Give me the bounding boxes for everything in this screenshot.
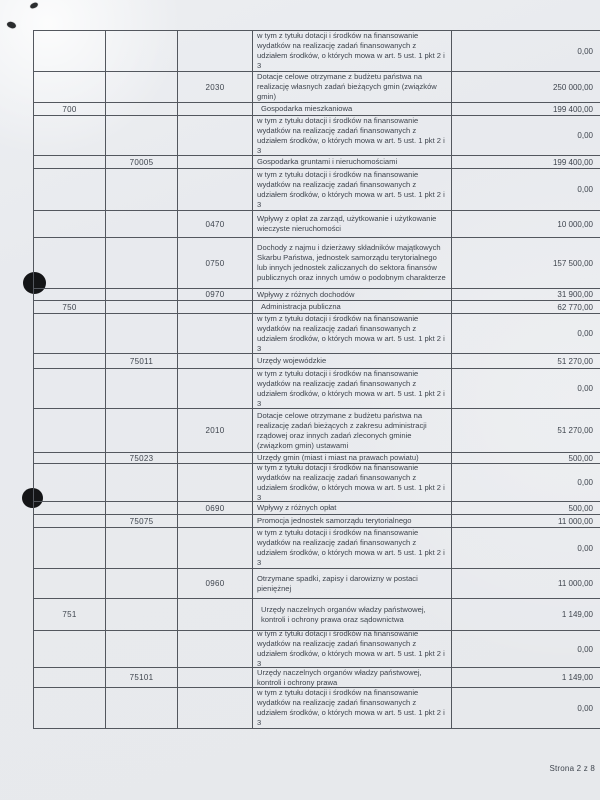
cell-rozdzial — [106, 31, 178, 71]
cell-kwota — [452, 289, 600, 300]
kwota-text: 0,00 — [577, 185, 593, 194]
cell-dzial — [34, 301, 106, 313]
table-row — [34, 502, 600, 515]
cell-kwota — [452, 301, 600, 313]
table-row — [34, 354, 600, 369]
cell-paragraf — [178, 31, 253, 71]
kwota-text: 157 500,00 — [552, 258, 593, 268]
dzial-text: 750 — [62, 302, 77, 312]
cell-kwota — [452, 464, 600, 501]
paragraf-text: 0750 — [205, 258, 225, 268]
cell-dzial — [34, 169, 106, 210]
table-row — [34, 314, 600, 354]
tresc-text: w tym z tytułu dotacji i środków na finansowanie wydatków na realizację zadań finansowanych z udziałem środków, o których mowa w art. 5 ust. 1 pkt 2 i 3 — [257, 631, 445, 667]
cell-rozdzial — [106, 238, 178, 288]
paragraf-text: 0690 — [205, 503, 225, 513]
tresc-text: Urzędy wojewódzkie — [257, 356, 327, 365]
table-row — [34, 289, 600, 301]
rozdzial-text: 75023 — [129, 453, 154, 463]
cell-kwota — [452, 502, 600, 514]
cell-rozdzial — [106, 515, 178, 527]
cell-paragraf — [178, 354, 253, 368]
dzial-text: 751 — [62, 610, 77, 619]
cell-tresc — [253, 354, 452, 368]
cell-kwota — [452, 599, 600, 630]
kwota-text: 1 149,00 — [561, 673, 593, 682]
paragraf-text: 2010 — [205, 426, 225, 435]
table-row — [34, 156, 600, 169]
table-row — [34, 72, 600, 103]
cell-kwota — [452, 515, 600, 527]
cell-rozdzial — [106, 631, 178, 667]
cell-rozdzial — [106, 502, 178, 514]
tresc-text: Wpływy z różnych opłat — [257, 503, 337, 512]
cell-paragraf — [178, 409, 253, 452]
cell-rozdzial — [106, 409, 178, 452]
tresc-text: Dotacje celowe otrzymane z budżetu państwa na realizację własnych zadań bieżących gmin (związków gmin) — [257, 72, 437, 101]
cell-kwota — [452, 31, 600, 71]
tresc-text: Administracja publiczna — [261, 302, 341, 311]
cell-tresc — [253, 369, 452, 408]
cell-tresc — [253, 301, 452, 313]
table-row — [34, 688, 600, 729]
cell-tresc — [253, 631, 452, 667]
cell-rozdzial — [106, 464, 178, 501]
cell-kwota — [452, 409, 600, 452]
cell-kwota — [452, 103, 600, 115]
tresc-text: w tym z tytułu dotacji i środków na finansowanie wydatków na realizację zadań finansowanych z udziałem środków, o których mowa w art. 5 ust. 1 pkt 2 i 3 — [257, 528, 445, 567]
kwota-text: 62 770,00 — [557, 302, 593, 312]
cell-paragraf — [178, 169, 253, 210]
cell-paragraf — [178, 103, 253, 115]
cell-tresc — [253, 211, 452, 237]
page-number: Strona 2 z 8 — [549, 764, 595, 773]
cell-paragraf — [178, 688, 253, 728]
cell-dzial — [34, 528, 106, 568]
table-row — [34, 528, 600, 569]
cell-rozdzial — [106, 453, 178, 463]
cell-tresc — [253, 599, 452, 630]
tresc-text: Dotacje celowe otrzymane z budżetu państwa na realizację zadań bieżących z zakresu administracji rządowej oraz innych zadań zleconych gminie (związkom gmin) ustawami — [257, 410, 427, 450]
kwota-text: 0,00 — [577, 478, 593, 487]
cell-dzial — [34, 409, 106, 452]
cell-tresc — [253, 314, 452, 353]
cell-dzial — [34, 31, 106, 71]
cell-paragraf — [178, 668, 253, 687]
rozdzial-text: 75101 — [129, 673, 154, 682]
tresc-text: Gospodarka mieszkaniowa — [261, 104, 353, 113]
rozdzial-text: 75075 — [129, 516, 154, 526]
cell-paragraf — [178, 211, 253, 237]
cell-dzial — [34, 103, 106, 115]
cell-rozdzial — [106, 369, 178, 408]
cell-dzial — [34, 354, 106, 368]
kwota-text: 199 400,00 — [552, 157, 593, 167]
cell-rozdzial — [106, 599, 178, 630]
cell-rozdzial — [106, 528, 178, 568]
cell-rozdzial — [106, 169, 178, 210]
paragraf-text: 2030 — [205, 82, 225, 92]
cell-kwota — [452, 156, 600, 168]
kwota-text: 0,00 — [577, 644, 593, 654]
cell-paragraf — [178, 502, 253, 514]
cell-tresc — [253, 688, 452, 728]
rozdzial-text: 70005 — [129, 157, 154, 167]
cell-rozdzial — [106, 289, 178, 300]
cell-dzial — [34, 668, 106, 687]
paragraf-text: 0960 — [205, 579, 225, 588]
cell-rozdzial — [106, 688, 178, 728]
table-row — [34, 569, 600, 599]
cell-tresc — [253, 528, 452, 568]
table-row — [34, 515, 600, 528]
tresc-text: w tym z tytułu dotacji i środków na finansowanie wydatków na realizację zadań finansowanych z udziałem środków, o których mowa w art. 5 ust. 1 pkt 2 i 3 — [257, 464, 445, 501]
table-row — [34, 369, 600, 409]
kwota-text: 199 400,00 — [552, 104, 593, 114]
kwota-text: 10 000,00 — [557, 219, 593, 229]
tresc-text: Wpływy z opłat za zarząd, użytkowanie i użytkowanie wieczyste nieruchomości — [257, 214, 437, 233]
kwota-text: 0,00 — [577, 703, 593, 713]
tresc-text: Gospodarka gruntami i nieruchomościami — [257, 157, 398, 166]
cell-tresc — [253, 289, 452, 300]
cell-rozdzial — [106, 668, 178, 687]
rozdzial-text: 75011 — [129, 356, 154, 366]
kwota-text: 31 900,00 — [557, 290, 593, 299]
cell-dzial — [34, 569, 106, 598]
cell-tresc — [253, 453, 452, 463]
table-row — [34, 409, 600, 453]
staple-mark-icon — [6, 20, 17, 30]
table-row — [34, 169, 600, 211]
cell-rozdzial — [106, 569, 178, 598]
paragraf-text: 0470 — [205, 219, 225, 229]
table-row — [34, 631, 600, 668]
table-row — [34, 116, 600, 156]
cell-kwota — [452, 116, 600, 155]
cell-rozdzial — [106, 103, 178, 115]
tresc-text: w tym z tytułu dotacji i środków na finansowanie wydatków na realizację zadań finansowanych z udziałem środków, o których mowa w art. 5 ust. 1 pkt 2 i 3 — [257, 31, 445, 70]
cell-dzial — [34, 156, 106, 168]
tresc-text: Dochody z najmu i dzierżawy składników majątkowych Skarbu Państwa, jednostek samorządu terytorialnego lub innych jednostek zaliczanych do sektora finansów publicznych oraz innych umów o podobnym charakterze — [257, 243, 446, 282]
table-row — [34, 301, 600, 314]
cell-paragraf — [178, 528, 253, 568]
cell-paragraf — [178, 301, 253, 313]
cell-rozdzial — [106, 301, 178, 313]
cell-dzial — [34, 599, 106, 630]
cell-rozdzial — [106, 354, 178, 368]
cell-paragraf — [178, 238, 253, 288]
tresc-text: Promocja jednostek samorządu terytorialnego — [257, 516, 412, 525]
tresc-text: Urzędy naczelnych organów władzy państwowej, kontroli i ochrony prawa oraz sądownictwa — [261, 604, 426, 624]
table-row — [34, 238, 600, 289]
cell-paragraf — [178, 631, 253, 667]
cell-rozdzial — [106, 156, 178, 168]
cell-kwota — [452, 569, 600, 598]
cell-dzial — [34, 688, 106, 728]
kwota-text: 500,00 — [568, 503, 593, 513]
cell-rozdzial — [106, 72, 178, 102]
cell-kwota — [452, 354, 600, 368]
cell-dzial — [34, 314, 106, 353]
cell-paragraf — [178, 289, 253, 300]
kwota-text: 500,00 — [568, 453, 593, 463]
cell-dzial — [34, 238, 106, 288]
cell-paragraf — [178, 599, 253, 630]
cell-paragraf — [178, 515, 253, 527]
tresc-text: w tym z tytułu dotacji i środków na finansowanie wydatków na realizację zadań finansowanych z udziałem środków, o których mowa w art. 5 ust. 1 pkt 2 i 3 — [257, 688, 445, 727]
cell-tresc — [253, 169, 452, 210]
cell-dzial — [34, 631, 106, 667]
cell-dzial — [34, 289, 106, 300]
table-row — [34, 453, 600, 464]
cell-tresc — [253, 156, 452, 168]
tresc-text: Otrzymane spadki, zapisy i darowizny w postaci pieniężnej — [257, 573, 418, 593]
table-row — [34, 103, 600, 116]
cell-tresc — [253, 72, 452, 102]
cell-rozdzial — [106, 314, 178, 353]
kwota-text: 51 270,00 — [557, 426, 593, 435]
cell-paragraf — [178, 453, 253, 463]
cell-paragraf — [178, 569, 253, 598]
staple-mark-icon — [29, 2, 38, 9]
cell-kwota — [452, 369, 600, 408]
cell-dzial — [34, 72, 106, 102]
table-row — [34, 211, 600, 238]
cell-kwota — [452, 72, 600, 102]
cell-tresc — [253, 116, 452, 155]
budget-table — [33, 30, 600, 729]
cell-tresc — [253, 502, 452, 514]
cell-tresc — [253, 409, 452, 452]
tresc-text: Urzędy naczelnych organów władzy państwowej, kontroli i ochrony prawa — [257, 668, 422, 687]
tresc-text: Wpływy z różnych dochodów — [257, 289, 355, 299]
cell-kwota — [452, 238, 600, 288]
cell-tresc — [253, 238, 452, 288]
cell-paragraf — [178, 116, 253, 155]
cell-dzial — [34, 369, 106, 408]
cell-paragraf — [178, 369, 253, 408]
cell-kwota — [452, 169, 600, 210]
tresc-text: Urzędy gmin (miast i miast na prawach powiatu) — [257, 453, 419, 462]
cell-rozdzial — [106, 211, 178, 237]
table-row — [34, 464, 600, 502]
cell-dzial — [34, 453, 106, 463]
kwota-text: 0,00 — [577, 46, 593, 56]
cell-dzial — [34, 116, 106, 155]
cell-tresc — [253, 31, 452, 71]
cell-paragraf — [178, 464, 253, 501]
cell-dzial — [34, 211, 106, 237]
tresc-text: w tym z tytułu dotacji i środków na finansowanie wydatków na realizację zadań finansowanych z udziałem środków, o których mowa w art. 5 ust. 1 pkt 2 i 3 — [257, 169, 445, 209]
cell-kwota — [452, 453, 600, 463]
cell-dzial — [34, 464, 106, 501]
table-row — [34, 599, 600, 631]
cell-kwota — [452, 314, 600, 353]
cell-kwota — [452, 688, 600, 728]
cell-dzial — [34, 515, 106, 527]
cell-paragraf — [178, 72, 253, 102]
table-row — [34, 31, 600, 72]
cell-kwota — [452, 211, 600, 237]
kwota-text: 0,00 — [577, 131, 593, 140]
tresc-text: w tym z tytułu dotacji i środków na finansowanie wydatków na realizację zadań finansowanych z udziałem środków, o których mowa w art. 5 ust. 1 pkt 2 i 3 — [257, 314, 445, 353]
kwota-text: 250 000,00 — [552, 82, 593, 92]
kwota-text: 0,00 — [577, 543, 593, 553]
cell-tresc — [253, 515, 452, 527]
cell-tresc — [253, 569, 452, 598]
kwota-text: 0,00 — [577, 384, 593, 393]
tresc-text: w tym z tytułu dotacji i środków na finansowanie wydatków na realizację zadań finansowanych z udziałem środków, o których mowa w art. 5 ust. 1 pkt 2 i 3 — [257, 116, 445, 155]
cell-tresc — [253, 103, 452, 115]
cell-tresc — [253, 668, 452, 687]
cell-kwota — [452, 528, 600, 568]
table-row — [34, 668, 600, 688]
kwota-text: 0,00 — [577, 329, 593, 338]
cell-rozdzial — [106, 116, 178, 155]
kwota-text: 1 149,00 — [561, 610, 593, 619]
cell-kwota — [452, 668, 600, 687]
paragraf-text: 0970 — [205, 290, 225, 299]
cell-paragraf — [178, 156, 253, 168]
kwota-text: 51 270,00 — [557, 356, 593, 366]
cell-tresc — [253, 464, 452, 501]
kwota-text: 11 000,00 — [558, 579, 593, 588]
cell-dzial — [34, 502, 106, 514]
cell-kwota — [452, 631, 600, 667]
dzial-text: 700 — [62, 104, 77, 114]
tresc-text: w tym z tytułu dotacji i środków na finansowanie wydatków na realizację zadań finansowanych z udziałem środków, o których mowa w art. 5 ust. 1 pkt 2 i 3 — [257, 369, 445, 408]
kwota-text: 11 000,00 — [558, 516, 593, 526]
cell-paragraf — [178, 314, 253, 353]
